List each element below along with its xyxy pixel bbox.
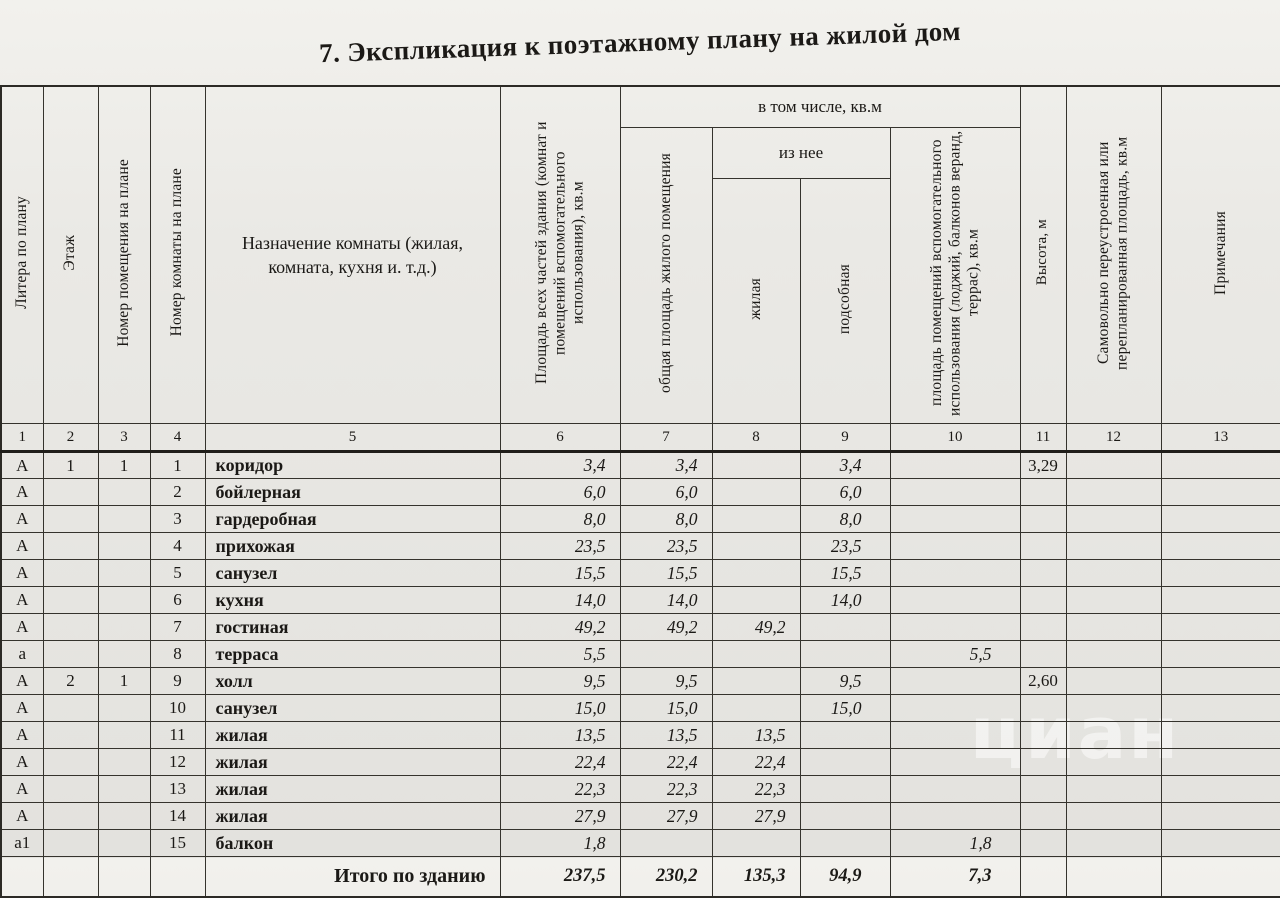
cell: кухня xyxy=(205,587,500,614)
cell xyxy=(43,722,98,749)
table-row xyxy=(1,830,1280,857)
cell xyxy=(890,668,1020,695)
cell xyxy=(712,641,800,668)
cell xyxy=(800,776,890,803)
header-row-top xyxy=(1,86,1280,128)
cell: 6,0 xyxy=(620,479,712,506)
cell xyxy=(1066,803,1161,830)
cell xyxy=(1020,614,1066,641)
cell: 2 xyxy=(43,668,98,695)
column-number: 9 xyxy=(800,424,890,452)
table-row xyxy=(1,641,1280,668)
cell xyxy=(98,533,150,560)
cell: А xyxy=(1,506,43,533)
cell: 1,8 xyxy=(890,830,1020,857)
cell xyxy=(1066,722,1161,749)
cell: 3,4 xyxy=(620,452,712,479)
cell xyxy=(1161,560,1280,587)
table-row xyxy=(1,803,1280,830)
table-row xyxy=(1,452,1280,479)
cell: 49,2 xyxy=(712,614,800,641)
cell: 15,5 xyxy=(500,560,620,587)
table-row xyxy=(1,695,1280,722)
cell: 22,3 xyxy=(712,776,800,803)
totals-cell xyxy=(1020,857,1066,897)
cell: А xyxy=(1,533,43,560)
cell: 13,5 xyxy=(712,722,800,749)
cell: 1 xyxy=(98,452,150,479)
cell xyxy=(800,614,890,641)
cell xyxy=(1020,749,1066,776)
cell: бойлерная xyxy=(205,479,500,506)
cell xyxy=(890,695,1020,722)
cell xyxy=(1066,749,1161,776)
cell xyxy=(890,722,1020,749)
cell: а xyxy=(1,641,43,668)
totals-cell: Итого по зданию xyxy=(205,857,500,897)
cell xyxy=(1066,452,1161,479)
cell xyxy=(1161,641,1280,668)
header-naznachenie: Назначение комнаты (жилая, комната, кухня и. т.д.) xyxy=(205,86,500,424)
cell: 14,0 xyxy=(500,587,620,614)
cell xyxy=(98,587,150,614)
cell: А xyxy=(1,803,43,830)
cell: 22,3 xyxy=(500,776,620,803)
header-primechaniya: Примечания xyxy=(1161,86,1280,424)
table-row xyxy=(1,587,1280,614)
totals-row xyxy=(1,857,1280,897)
header-litera: Литера по плану xyxy=(1,86,43,424)
cell xyxy=(1161,776,1280,803)
cell: жилая xyxy=(205,803,500,830)
table-row xyxy=(1,776,1280,803)
totals-cell: 230,2 xyxy=(620,857,712,897)
cell xyxy=(1020,776,1066,803)
column-number: 10 xyxy=(890,424,1020,452)
header-vysota: Высота, м xyxy=(1020,86,1066,424)
cell xyxy=(712,587,800,614)
header-samovolno: Самовольно переустроенная или перепланированная площадь, кв.м xyxy=(1066,86,1161,424)
cell xyxy=(98,641,150,668)
cell: 1 xyxy=(43,452,98,479)
cell xyxy=(1020,803,1066,830)
cell xyxy=(1020,533,1066,560)
cell: 15,5 xyxy=(800,560,890,587)
cell: 1 xyxy=(98,668,150,695)
header-podsobnaya: подсобная xyxy=(800,179,890,424)
header-iz-nee: из нее xyxy=(712,128,890,179)
cell xyxy=(1161,506,1280,533)
cell xyxy=(712,533,800,560)
cell: 5,5 xyxy=(500,641,620,668)
cell: 8,0 xyxy=(620,506,712,533)
cell xyxy=(800,830,890,857)
header-ploshchad-vsekh: Площадь всех частей здания (комнат и помещений вспомогательного использования), кв.м xyxy=(500,86,620,424)
cell: 22,3 xyxy=(620,776,712,803)
cell: 49,2 xyxy=(500,614,620,641)
header-obshchaya-ploshchad: общая площадь жилого помещения xyxy=(620,128,712,424)
cell xyxy=(712,452,800,479)
cell: А xyxy=(1,452,43,479)
header-nomer-komnaty: Номер комнаты на плане xyxy=(150,86,205,424)
cell xyxy=(43,479,98,506)
cell xyxy=(890,587,1020,614)
cell xyxy=(98,830,150,857)
cell: 1,8 xyxy=(500,830,620,857)
cell: А xyxy=(1,722,43,749)
cell xyxy=(43,533,98,560)
cell xyxy=(712,668,800,695)
cell xyxy=(1066,641,1161,668)
totals-cell xyxy=(98,857,150,897)
cell: 4 xyxy=(150,533,205,560)
cell: 15 xyxy=(150,830,205,857)
column-number: 12 xyxy=(1066,424,1161,452)
cell: 3,4 xyxy=(500,452,620,479)
cell xyxy=(1066,668,1161,695)
cell xyxy=(98,722,150,749)
cell xyxy=(890,803,1020,830)
column-number: 8 xyxy=(712,424,800,452)
cell xyxy=(1020,722,1066,749)
cell xyxy=(800,803,890,830)
column-number: 7 xyxy=(620,424,712,452)
cell: 9,5 xyxy=(800,668,890,695)
cell: А xyxy=(1,776,43,803)
cell: А xyxy=(1,560,43,587)
cell xyxy=(98,776,150,803)
watermark: циан xyxy=(969,691,1181,775)
cell: 7 xyxy=(150,614,205,641)
cell xyxy=(890,749,1020,776)
cell xyxy=(98,479,150,506)
cell: гардеробная xyxy=(205,506,500,533)
totals-cell: 94,9 xyxy=(800,857,890,897)
cell: А xyxy=(1,695,43,722)
cell: 6 xyxy=(150,587,205,614)
cell xyxy=(1161,803,1280,830)
cell xyxy=(43,830,98,857)
column-number: 5 xyxy=(205,424,500,452)
cell: 22,4 xyxy=(712,749,800,776)
table-row xyxy=(1,668,1280,695)
cell: 13 xyxy=(150,776,205,803)
header-v-tom-chisle: в том числе, кв.м xyxy=(620,86,1020,128)
cell xyxy=(1020,830,1066,857)
column-number: 2 xyxy=(43,424,98,452)
cell xyxy=(712,560,800,587)
cell: 23,5 xyxy=(500,533,620,560)
cell: А xyxy=(1,587,43,614)
cell xyxy=(1020,695,1066,722)
cell: 2 xyxy=(150,479,205,506)
table-row xyxy=(1,614,1280,641)
column-number: 13 xyxy=(1161,424,1280,452)
cell xyxy=(1161,722,1280,749)
column-number: 3 xyxy=(98,424,150,452)
cell: терраса xyxy=(205,641,500,668)
cell: 23,5 xyxy=(620,533,712,560)
cell: 11 xyxy=(150,722,205,749)
cell xyxy=(800,722,890,749)
cell: А xyxy=(1,749,43,776)
cell xyxy=(43,641,98,668)
cell xyxy=(890,533,1020,560)
cell: 23,5 xyxy=(800,533,890,560)
cell xyxy=(890,452,1020,479)
header-ploshchad-vspom: площадь помещений вспомогательного использования (лоджий, балконов веранд, террас), кв.м xyxy=(890,128,1020,424)
cell xyxy=(1066,479,1161,506)
cell xyxy=(712,506,800,533)
cell: а1 xyxy=(1,830,43,857)
table-row xyxy=(1,506,1280,533)
title-band xyxy=(0,0,1280,85)
cell xyxy=(98,614,150,641)
cell: 3,4 xyxy=(800,452,890,479)
header-nomer-pomeshcheniya: Номер помещения на плане xyxy=(98,86,150,424)
explication-table xyxy=(0,85,1280,898)
totals-cell: 237,5 xyxy=(500,857,620,897)
cell: 12 xyxy=(150,749,205,776)
cell: 14,0 xyxy=(620,587,712,614)
totals-cell xyxy=(1161,857,1280,897)
cell xyxy=(800,749,890,776)
cell: санузел xyxy=(205,695,500,722)
table-body xyxy=(1,452,1280,897)
cell xyxy=(1066,506,1161,533)
cell xyxy=(712,830,800,857)
cell xyxy=(1161,749,1280,776)
cell: жилая xyxy=(205,722,500,749)
cell: 27,9 xyxy=(500,803,620,830)
cell: 6,0 xyxy=(800,479,890,506)
cell xyxy=(1066,830,1161,857)
totals-cell xyxy=(1066,857,1161,897)
cell: прихожая xyxy=(205,533,500,560)
table-row xyxy=(1,479,1280,506)
cell: 8,0 xyxy=(500,506,620,533)
totals-cell: 7,3 xyxy=(890,857,1020,897)
cell xyxy=(620,641,712,668)
cell: 27,9 xyxy=(620,803,712,830)
cell xyxy=(1020,506,1066,533)
cell xyxy=(1161,614,1280,641)
cell xyxy=(1066,587,1161,614)
cell xyxy=(1066,614,1161,641)
cell: 6,0 xyxy=(500,479,620,506)
cell xyxy=(890,506,1020,533)
header-zhilaya: жилая xyxy=(712,179,800,424)
table-row xyxy=(1,560,1280,587)
cell: А xyxy=(1,614,43,641)
cell: 8,0 xyxy=(800,506,890,533)
cell xyxy=(1161,587,1280,614)
cell: 5 xyxy=(150,560,205,587)
cell xyxy=(1161,452,1280,479)
cell: 5,5 xyxy=(890,641,1020,668)
cell xyxy=(890,479,1020,506)
cell xyxy=(43,776,98,803)
column-number: 11 xyxy=(1020,424,1066,452)
table-row xyxy=(1,749,1280,776)
cell xyxy=(1066,776,1161,803)
cell: гостиная xyxy=(205,614,500,641)
cell xyxy=(712,479,800,506)
cell: санузел xyxy=(205,560,500,587)
cell: 9,5 xyxy=(500,668,620,695)
cell xyxy=(1161,479,1280,506)
cell: 14,0 xyxy=(800,587,890,614)
cell xyxy=(43,587,98,614)
column-number: 4 xyxy=(150,424,205,452)
cell: 15,0 xyxy=(800,695,890,722)
column-number-row xyxy=(1,424,1280,452)
cell xyxy=(620,830,712,857)
cell xyxy=(1020,587,1066,614)
cell xyxy=(1020,641,1066,668)
cell xyxy=(43,506,98,533)
cell xyxy=(712,695,800,722)
cell xyxy=(1066,533,1161,560)
cell: 9,5 xyxy=(620,668,712,695)
cell xyxy=(98,560,150,587)
cell xyxy=(800,641,890,668)
cell xyxy=(43,803,98,830)
cell: 49,2 xyxy=(620,614,712,641)
cell: 15,0 xyxy=(500,695,620,722)
totals-cell xyxy=(150,857,205,897)
cell xyxy=(98,749,150,776)
cell xyxy=(98,506,150,533)
cell xyxy=(890,614,1020,641)
cell xyxy=(1161,533,1280,560)
cell xyxy=(1020,560,1066,587)
cell xyxy=(43,614,98,641)
cell: жилая xyxy=(205,749,500,776)
cell xyxy=(1066,560,1161,587)
cell: 15,5 xyxy=(620,560,712,587)
page-title: 7. Экспликация к поэтажному плану на жилой дом xyxy=(318,15,962,69)
cell xyxy=(1161,668,1280,695)
totals-cell xyxy=(43,857,98,897)
cell: 13,5 xyxy=(500,722,620,749)
cell: балкон xyxy=(205,830,500,857)
column-number: 6 xyxy=(500,424,620,452)
cell xyxy=(98,803,150,830)
cell: 14 xyxy=(150,803,205,830)
cell: 10 xyxy=(150,695,205,722)
cell: жилая xyxy=(205,776,500,803)
cell: 1 xyxy=(150,452,205,479)
cell xyxy=(890,776,1020,803)
cell xyxy=(1066,695,1161,722)
cell xyxy=(890,560,1020,587)
cell xyxy=(43,749,98,776)
cell xyxy=(43,695,98,722)
cell: 22,4 xyxy=(500,749,620,776)
cell xyxy=(43,560,98,587)
cell: 8 xyxy=(150,641,205,668)
table-row xyxy=(1,533,1280,560)
cell: 22,4 xyxy=(620,749,712,776)
header-etazh: Этаж xyxy=(43,86,98,424)
cell: А xyxy=(1,479,43,506)
cell: 9 xyxy=(150,668,205,695)
cell: коридор xyxy=(205,452,500,479)
cell: 27,9 xyxy=(712,803,800,830)
cell: холл xyxy=(205,668,500,695)
cell: 3 xyxy=(150,506,205,533)
cell xyxy=(1161,695,1280,722)
cell: 2,60 xyxy=(1020,668,1066,695)
cell xyxy=(1161,830,1280,857)
cell: 13,5 xyxy=(620,722,712,749)
totals-cell xyxy=(1,857,43,897)
totals-cell: 135,3 xyxy=(712,857,800,897)
cell xyxy=(98,695,150,722)
cell: 15,0 xyxy=(620,695,712,722)
cell: А xyxy=(1,668,43,695)
column-number: 1 xyxy=(1,424,43,452)
cell: 3,29 xyxy=(1020,452,1066,479)
table-row xyxy=(1,722,1280,749)
cell xyxy=(1020,479,1066,506)
